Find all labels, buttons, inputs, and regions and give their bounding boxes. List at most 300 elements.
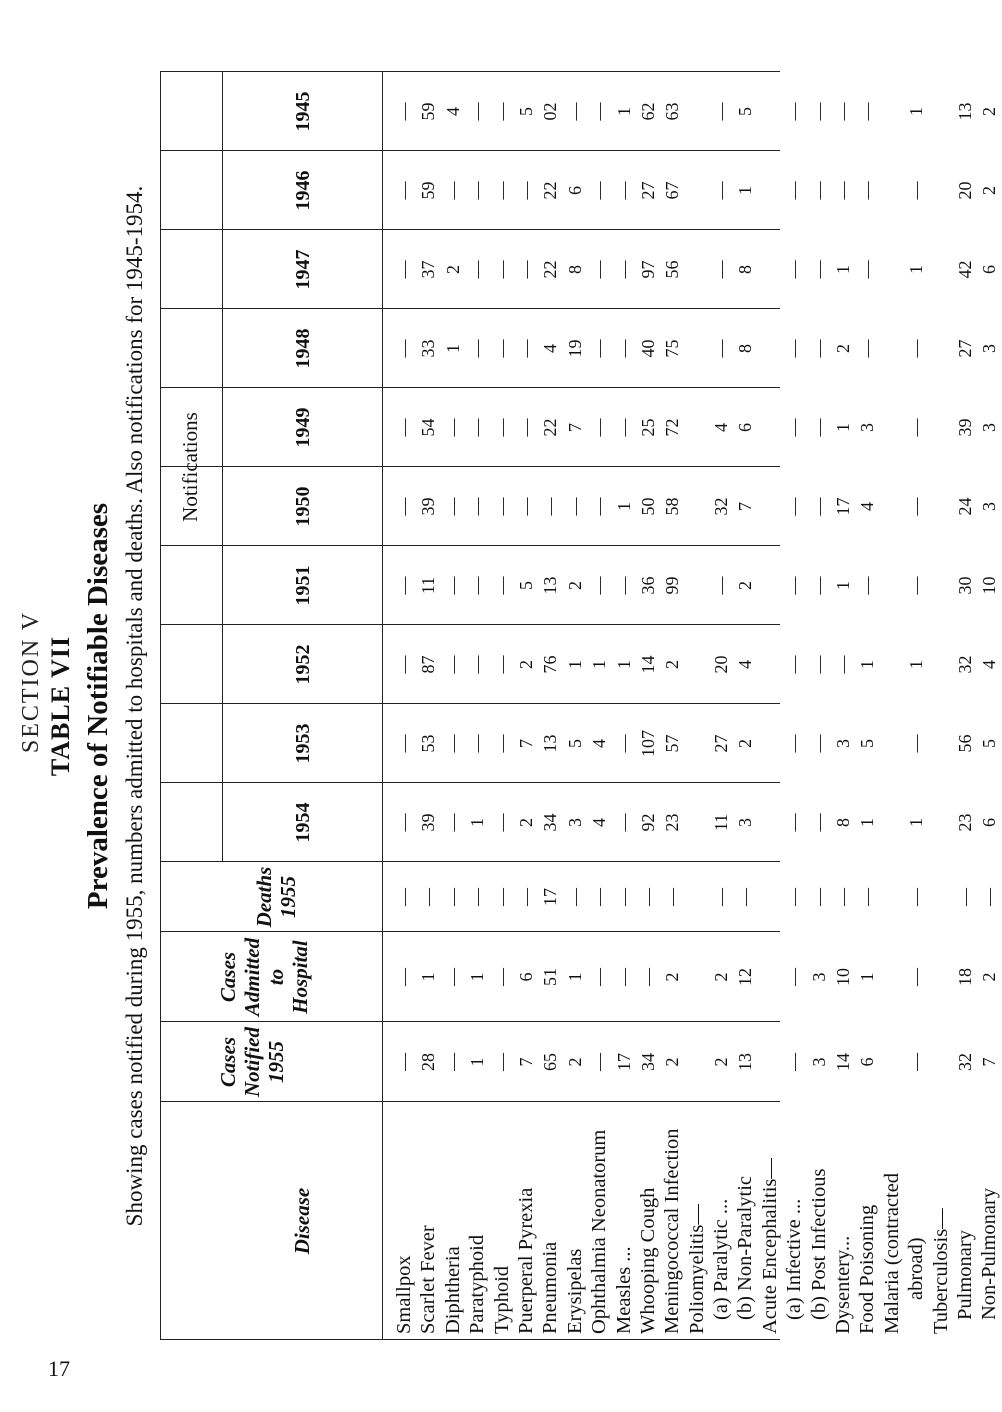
notifications-table (160, 72, 1001, 1340)
notified-cell: — (906, 1053, 927, 1071)
year-value-cell: — (442, 813, 463, 832)
year-value-cell: — (467, 576, 488, 595)
year-value-cell (880, 625, 904, 704)
disease-cell (612, 1106, 636, 1334)
deaths-cell: — (394, 888, 414, 906)
year-value-cell (685, 704, 709, 783)
disease-label: Whooping Cough (636, 1187, 659, 1334)
deaths-cell: — (418, 888, 439, 906)
year-value-cell: 1 (906, 107, 927, 116)
year-value-cell: — (589, 576, 610, 595)
year-value-cell: — (833, 102, 854, 121)
year-column (392, 151, 1002, 230)
table-border-top (160, 72, 161, 1340)
year-value-cell: 1 (906, 818, 927, 827)
year-value-cell: 3 (979, 423, 1000, 432)
year-value-cell: 1 (467, 818, 488, 827)
page-title: Prevalence of Notifiable Diseases (82, 502, 114, 910)
year-value-cell: — (394, 655, 414, 674)
year-value-cell: 5 (735, 107, 756, 116)
year-value-cell: 2 (735, 581, 756, 590)
year-value-cell: 25 (637, 418, 658, 437)
admitted-cell: — (491, 968, 512, 986)
disease-cell (490, 1106, 514, 1334)
disease-cell (758, 1106, 782, 1334)
admitted-cell: 2 (662, 972, 683, 982)
year-value-cell: — (613, 339, 634, 358)
admitted-cell (880, 932, 904, 1022)
year-value-cell: — (491, 497, 512, 516)
year-value-cell: 23 (954, 813, 975, 832)
year-value-cell: 1 (589, 660, 610, 669)
year-value-cell: 3 (833, 739, 854, 748)
year-value-cell: 59 (418, 102, 439, 121)
year-value-cell: — (515, 497, 536, 516)
notified-cell: — (589, 1053, 610, 1071)
year-value-cell: 5 (515, 107, 536, 116)
disease-cell (416, 1106, 440, 1334)
year-value-cell: — (589, 339, 610, 358)
year-value-cell (880, 72, 904, 151)
deaths-cell: — (857, 888, 878, 906)
year-value-cell: 10 (979, 576, 1000, 595)
year-value-cell (685, 151, 709, 230)
year-value-cell (685, 783, 709, 862)
year-column (392, 230, 1002, 309)
year-value-cell (685, 230, 709, 309)
year-value-cell: 13 (954, 102, 975, 121)
notified-cell: 2 (711, 1057, 732, 1067)
year-value-cell: 87 (418, 655, 439, 674)
year-value-cell: — (711, 102, 732, 121)
year-value-cell: 2 (662, 660, 683, 669)
deaths-cell: — (735, 888, 756, 906)
year-value-cell (758, 546, 782, 625)
deaths-cell (685, 862, 709, 932)
year-value-cell: 62 (637, 102, 658, 121)
year-value-cell (685, 388, 709, 467)
deaths-cell: — (711, 888, 732, 906)
year-value-cell: 1 (613, 502, 634, 511)
year-value-cell: 34 (540, 813, 561, 832)
year-value-cell: 6 (979, 265, 1000, 274)
year-value-cell: — (857, 102, 878, 121)
disease-label: (a) Infective ... (783, 1198, 806, 1320)
year-value-cell: 3 (979, 344, 1000, 353)
header-year: 1951 (292, 565, 314, 606)
year-value-cell: 59 (418, 181, 439, 200)
year-value-cell: 13 (540, 576, 561, 595)
year-value-cell: — (515, 260, 536, 279)
disease-column (392, 1106, 1002, 1334)
disease-cell (392, 1106, 416, 1334)
header-deaths: Deaths 1955 (252, 866, 301, 928)
deaths-cell: 17 (540, 888, 561, 906)
year-value-cell: 5 (564, 739, 585, 748)
deaths-column (392, 862, 1002, 932)
admitted-cell: — (394, 968, 414, 986)
year-value-cell (880, 704, 904, 783)
admitted-cell (685, 932, 709, 1022)
year-value-cell (880, 467, 904, 546)
year-value-cell: — (613, 418, 634, 437)
year-value-cell: 1 (613, 107, 634, 116)
header-year: 1952 (292, 644, 314, 685)
admitted-cell: — (637, 968, 658, 986)
year-value-cell (758, 388, 782, 467)
disease-cell (782, 1106, 806, 1334)
year-value-cell: — (564, 497, 585, 516)
deaths-cell: — (564, 888, 585, 906)
notified-cell: 65 (540, 1053, 561, 1071)
year-value-cell: — (808, 181, 829, 200)
admitted-column (392, 932, 1002, 1022)
year-value-cell: — (808, 734, 829, 753)
admitted-cell: 2 (711, 972, 732, 982)
year-value-cell: — (589, 497, 610, 516)
disease-label: Scarlet Fever (417, 1225, 440, 1334)
year-value-cell: 14 (637, 655, 658, 674)
header-year: 1945 (292, 91, 314, 132)
notified-cell: 2 (564, 1057, 585, 1067)
year-value-cell: 17 (833, 497, 854, 516)
year-value-cell (685, 546, 709, 625)
year-value-cell: 37 (418, 260, 439, 279)
disease-label: Puerperal Pyrexia (514, 1187, 537, 1334)
year-value-cell: 13 (540, 734, 561, 753)
year-value-cell: — (906, 181, 927, 200)
year-value-cell: 20 (954, 181, 975, 200)
year-value-cell: — (711, 260, 732, 279)
year-value-cell (880, 546, 904, 625)
year-value-cell: — (491, 102, 512, 121)
year-value-cell: — (491, 734, 512, 753)
year-value-cell: 02 (540, 102, 561, 121)
year-value-cell: — (442, 576, 463, 595)
deaths-cell: — (589, 888, 610, 906)
year-value-cell: — (784, 813, 805, 832)
year-value-cell: 8 (735, 265, 756, 274)
year-column (392, 309, 1002, 388)
year-value-cell: — (394, 102, 414, 121)
year-value-cell: — (467, 655, 488, 674)
disease-label: Non-Pulmonary (978, 1187, 1001, 1320)
year-value-cell (929, 625, 953, 704)
notified-cell: — (784, 1053, 805, 1071)
year-value-cell: — (906, 339, 927, 358)
disease-cell (441, 1106, 465, 1334)
disease-cell (514, 1106, 538, 1334)
year-value-cell: 1 (442, 344, 463, 353)
disease-label: Pulmonary (953, 1230, 976, 1320)
year-value-cell: — (515, 339, 536, 358)
year-value-cell: 2 (833, 344, 854, 353)
disease-label: Diphtheria (441, 1246, 464, 1334)
year-value-cell: 6 (564, 186, 585, 195)
year-value-cell: 27 (637, 181, 658, 200)
header-admitted: Cases Admitted to Hospital (216, 937, 313, 1017)
year-value-cell: — (467, 497, 488, 516)
year-value-cell: 1 (833, 581, 854, 590)
disease-label: Pneumonia (539, 1241, 562, 1334)
disease-cell (587, 1106, 611, 1334)
year-value-cell: 63 (662, 102, 683, 121)
year-value-cell: 39 (418, 813, 439, 832)
year-value-cell: — (613, 813, 634, 832)
year-value-cell: — (784, 181, 805, 200)
admitted-cell: 10 (833, 968, 854, 986)
year-value-cell: 4 (540, 344, 561, 353)
header-divider (382, 72, 383, 1340)
year-value-cell: 3 (564, 818, 585, 827)
year-value-cell: — (394, 181, 414, 200)
year-value-cell: — (467, 260, 488, 279)
notified-cell: — (442, 1053, 463, 1071)
year-value-cell: 4 (589, 739, 610, 748)
deaths-cell: — (613, 888, 634, 906)
disease-label: Smallpox (393, 1255, 415, 1334)
year-value-cell (758, 704, 782, 783)
year-value-cell: 5 (857, 739, 878, 748)
header-year: 1949 (292, 407, 314, 448)
year-value-cell (929, 72, 953, 151)
disease-label: Paratyphoid (466, 1234, 489, 1334)
year-value-cell: 92 (637, 813, 658, 832)
year-value-cell: — (589, 181, 610, 200)
year-value-cell: 20 (711, 655, 732, 674)
year-value-cell (758, 309, 782, 388)
admitted-cell: 12 (735, 968, 756, 986)
year-value-cell: — (784, 497, 805, 516)
year-value-cell: 7 (735, 502, 756, 511)
year-value-cell (880, 309, 904, 388)
year-value-cell: — (808, 497, 829, 516)
disease-cell (929, 1106, 953, 1334)
year-value-cell: — (394, 339, 414, 358)
notified-cell: 34 (637, 1053, 658, 1071)
disease-label: abroad) (905, 1237, 928, 1300)
year-value-cell: — (589, 418, 610, 437)
year-value-cell: — (515, 418, 536, 437)
notified-cell: 7 (515, 1057, 536, 1067)
year-value-cell: — (467, 418, 488, 437)
year-value-cell: 42 (954, 260, 975, 279)
year-value-cell (758, 72, 782, 151)
disease-cell (855, 1106, 879, 1334)
disease-cell (660, 1106, 684, 1334)
admitted-cell: 2 (979, 972, 1000, 982)
admitted-cell: — (613, 968, 634, 986)
admitted-cell: 1 (418, 972, 439, 982)
year-value-cell: 56 (954, 734, 975, 753)
year-value-cell: 58 (662, 497, 683, 516)
year-value-cell: 3 (735, 818, 756, 827)
year-value-cell (758, 230, 782, 309)
year-value-cell: — (808, 813, 829, 832)
notified-cell: — (491, 1053, 512, 1071)
year-value-cell: — (491, 813, 512, 832)
year-value-cell: — (711, 339, 732, 358)
year-value-cell: — (613, 734, 634, 753)
year-value-cell: — (857, 576, 878, 595)
year-value-cell: 1 (833, 423, 854, 432)
disease-label: Dysentery... (832, 1235, 855, 1334)
year-value-cell (880, 230, 904, 309)
year-value-cell: 6 (735, 423, 756, 432)
year-value-cell: 1 (613, 660, 634, 669)
disease-cell (953, 1106, 977, 1334)
year-value-cell: — (857, 260, 878, 279)
notified-column (392, 1022, 1002, 1102)
year-value-cell: — (784, 339, 805, 358)
year-value-cell (758, 783, 782, 862)
year-value-cell: 1 (906, 265, 927, 274)
deaths-cell (880, 862, 904, 932)
deaths-cell: — (662, 888, 683, 906)
year-value-cell: — (808, 339, 829, 358)
year-value-cell: — (491, 418, 512, 437)
year-value-cell: 76 (540, 655, 561, 674)
year-value-cell: — (808, 655, 829, 674)
year-value-cell: 2 (515, 660, 536, 669)
year-value-cell: 2 (979, 186, 1000, 195)
disease-label: (b) Post Infectious (807, 1168, 830, 1320)
deaths-cell: — (808, 888, 829, 906)
year-value-cell: — (784, 655, 805, 674)
year-value-cell: — (784, 576, 805, 595)
year-value-cell: — (467, 102, 488, 121)
header-disease: Disease (290, 1187, 314, 1255)
year-value-cell: 4 (857, 502, 878, 511)
year-value-cell: — (394, 576, 414, 595)
year-value-cell (929, 309, 953, 388)
year-value-cell: 2 (564, 581, 585, 590)
year-value-cell: 2 (979, 107, 1000, 116)
year-value-cell: — (906, 497, 927, 516)
year-value-cell: 8 (735, 344, 756, 353)
year-value-cell: 36 (637, 576, 658, 595)
deaths-cell (758, 862, 782, 932)
year-value-cell (758, 467, 782, 546)
admitted-cell: 1 (467, 972, 488, 982)
notified-cell (758, 1022, 782, 1102)
admitted-cell: 3 (808, 972, 829, 982)
notified-cell (880, 1022, 904, 1102)
year-value-cell: — (589, 260, 610, 279)
disease-cell (709, 1106, 733, 1334)
year-value-cell: 5 (979, 739, 1000, 748)
notified-cell (929, 1022, 953, 1102)
year-value-cell: 2 (515, 818, 536, 827)
admitted-cell: 51 (540, 968, 561, 986)
year-value-cell: 2 (735, 739, 756, 748)
year-value-cell: 4 (979, 660, 1000, 669)
year-value-cell: — (857, 339, 878, 358)
disease-label: Malaria (contracted (880, 1172, 903, 1334)
deaths-cell: — (515, 888, 536, 906)
year-value-cell: — (467, 339, 488, 358)
page-subtitle: Showing cases notified during 1955, numbers admitted to hospitals and deaths. Also notifications for 1945-1954. (122, 185, 147, 1227)
year-value-cell (880, 783, 904, 862)
year-value-cell: — (491, 655, 512, 674)
disease-cell (733, 1106, 757, 1334)
notified-cell: 14 (833, 1053, 854, 1071)
year-value-cell: 24 (954, 497, 975, 516)
year-value-cell: 40 (637, 339, 658, 358)
year-value-cell: 99 (662, 576, 683, 595)
year-column (392, 783, 1002, 862)
year-value-cell: — (515, 181, 536, 200)
year-value-cell (685, 625, 709, 704)
disease-cell (636, 1106, 660, 1334)
year-value-cell: 1 (735, 186, 756, 195)
year-value-cell: 39 (418, 497, 439, 516)
notified-cell: 3 (808, 1057, 829, 1067)
notified-cell: 7 (979, 1057, 1000, 1067)
year-value-cell: — (857, 181, 878, 200)
disease-label: Erysipelas (563, 1248, 586, 1334)
header-year: 1950 (292, 486, 314, 527)
year-value-cell: 27 (954, 339, 975, 358)
year-value-cell (880, 151, 904, 230)
admitted-cell: 18 (954, 968, 975, 986)
admitted-cell: — (442, 968, 463, 986)
year-value-cell: 72 (662, 418, 683, 437)
year-value-cell: 4 (442, 107, 463, 116)
notified-cell: — (394, 1053, 414, 1071)
year-value-cell (880, 388, 904, 467)
deaths-cell: — (491, 888, 512, 906)
year-value-cell (685, 467, 709, 546)
year-value-cell: — (564, 102, 585, 121)
year-value-cell: — (808, 260, 829, 279)
disease-label: Poliomyelitis— (685, 1204, 708, 1334)
year-value-cell: 1 (833, 265, 854, 274)
header-year: 1954 (292, 802, 314, 843)
year-value-cell (758, 625, 782, 704)
year-value-cell: 22 (540, 260, 561, 279)
disease-cell (977, 1106, 1001, 1334)
notified-cell (685, 1022, 709, 1102)
year-value-cell: — (394, 260, 414, 279)
year-column (392, 388, 1002, 467)
year-value-cell: 27 (711, 734, 732, 753)
deaths-cell: — (467, 888, 488, 906)
year-value-cell: 11 (418, 576, 439, 595)
year-value-cell: 1 (906, 660, 927, 669)
year-value-cell: 19 (564, 339, 585, 358)
year-value-cell: 30 (954, 576, 975, 595)
notifications-divider (222, 72, 223, 862)
year-value-cell (929, 704, 953, 783)
admitted-cell: 6 (515, 972, 536, 982)
year-value-cell: 54 (418, 418, 439, 437)
deaths-cell: — (442, 888, 463, 906)
year-value-cell: — (467, 734, 488, 753)
year-value-cell: 56 (662, 260, 683, 279)
year-value-cell: 39 (954, 418, 975, 437)
admitted-cell: 1 (564, 972, 585, 982)
disease-label: Meningococcal Infection (661, 1128, 684, 1334)
year-value-cell (929, 388, 953, 467)
year-value-cell: — (589, 102, 610, 121)
year-value-cell (929, 230, 953, 309)
year-value-cell: 7 (515, 739, 536, 748)
disease-cell (465, 1106, 489, 1334)
year-value-cell: 4 (735, 660, 756, 669)
header-year: 1948 (292, 328, 314, 369)
header-year: 1947 (292, 249, 314, 290)
